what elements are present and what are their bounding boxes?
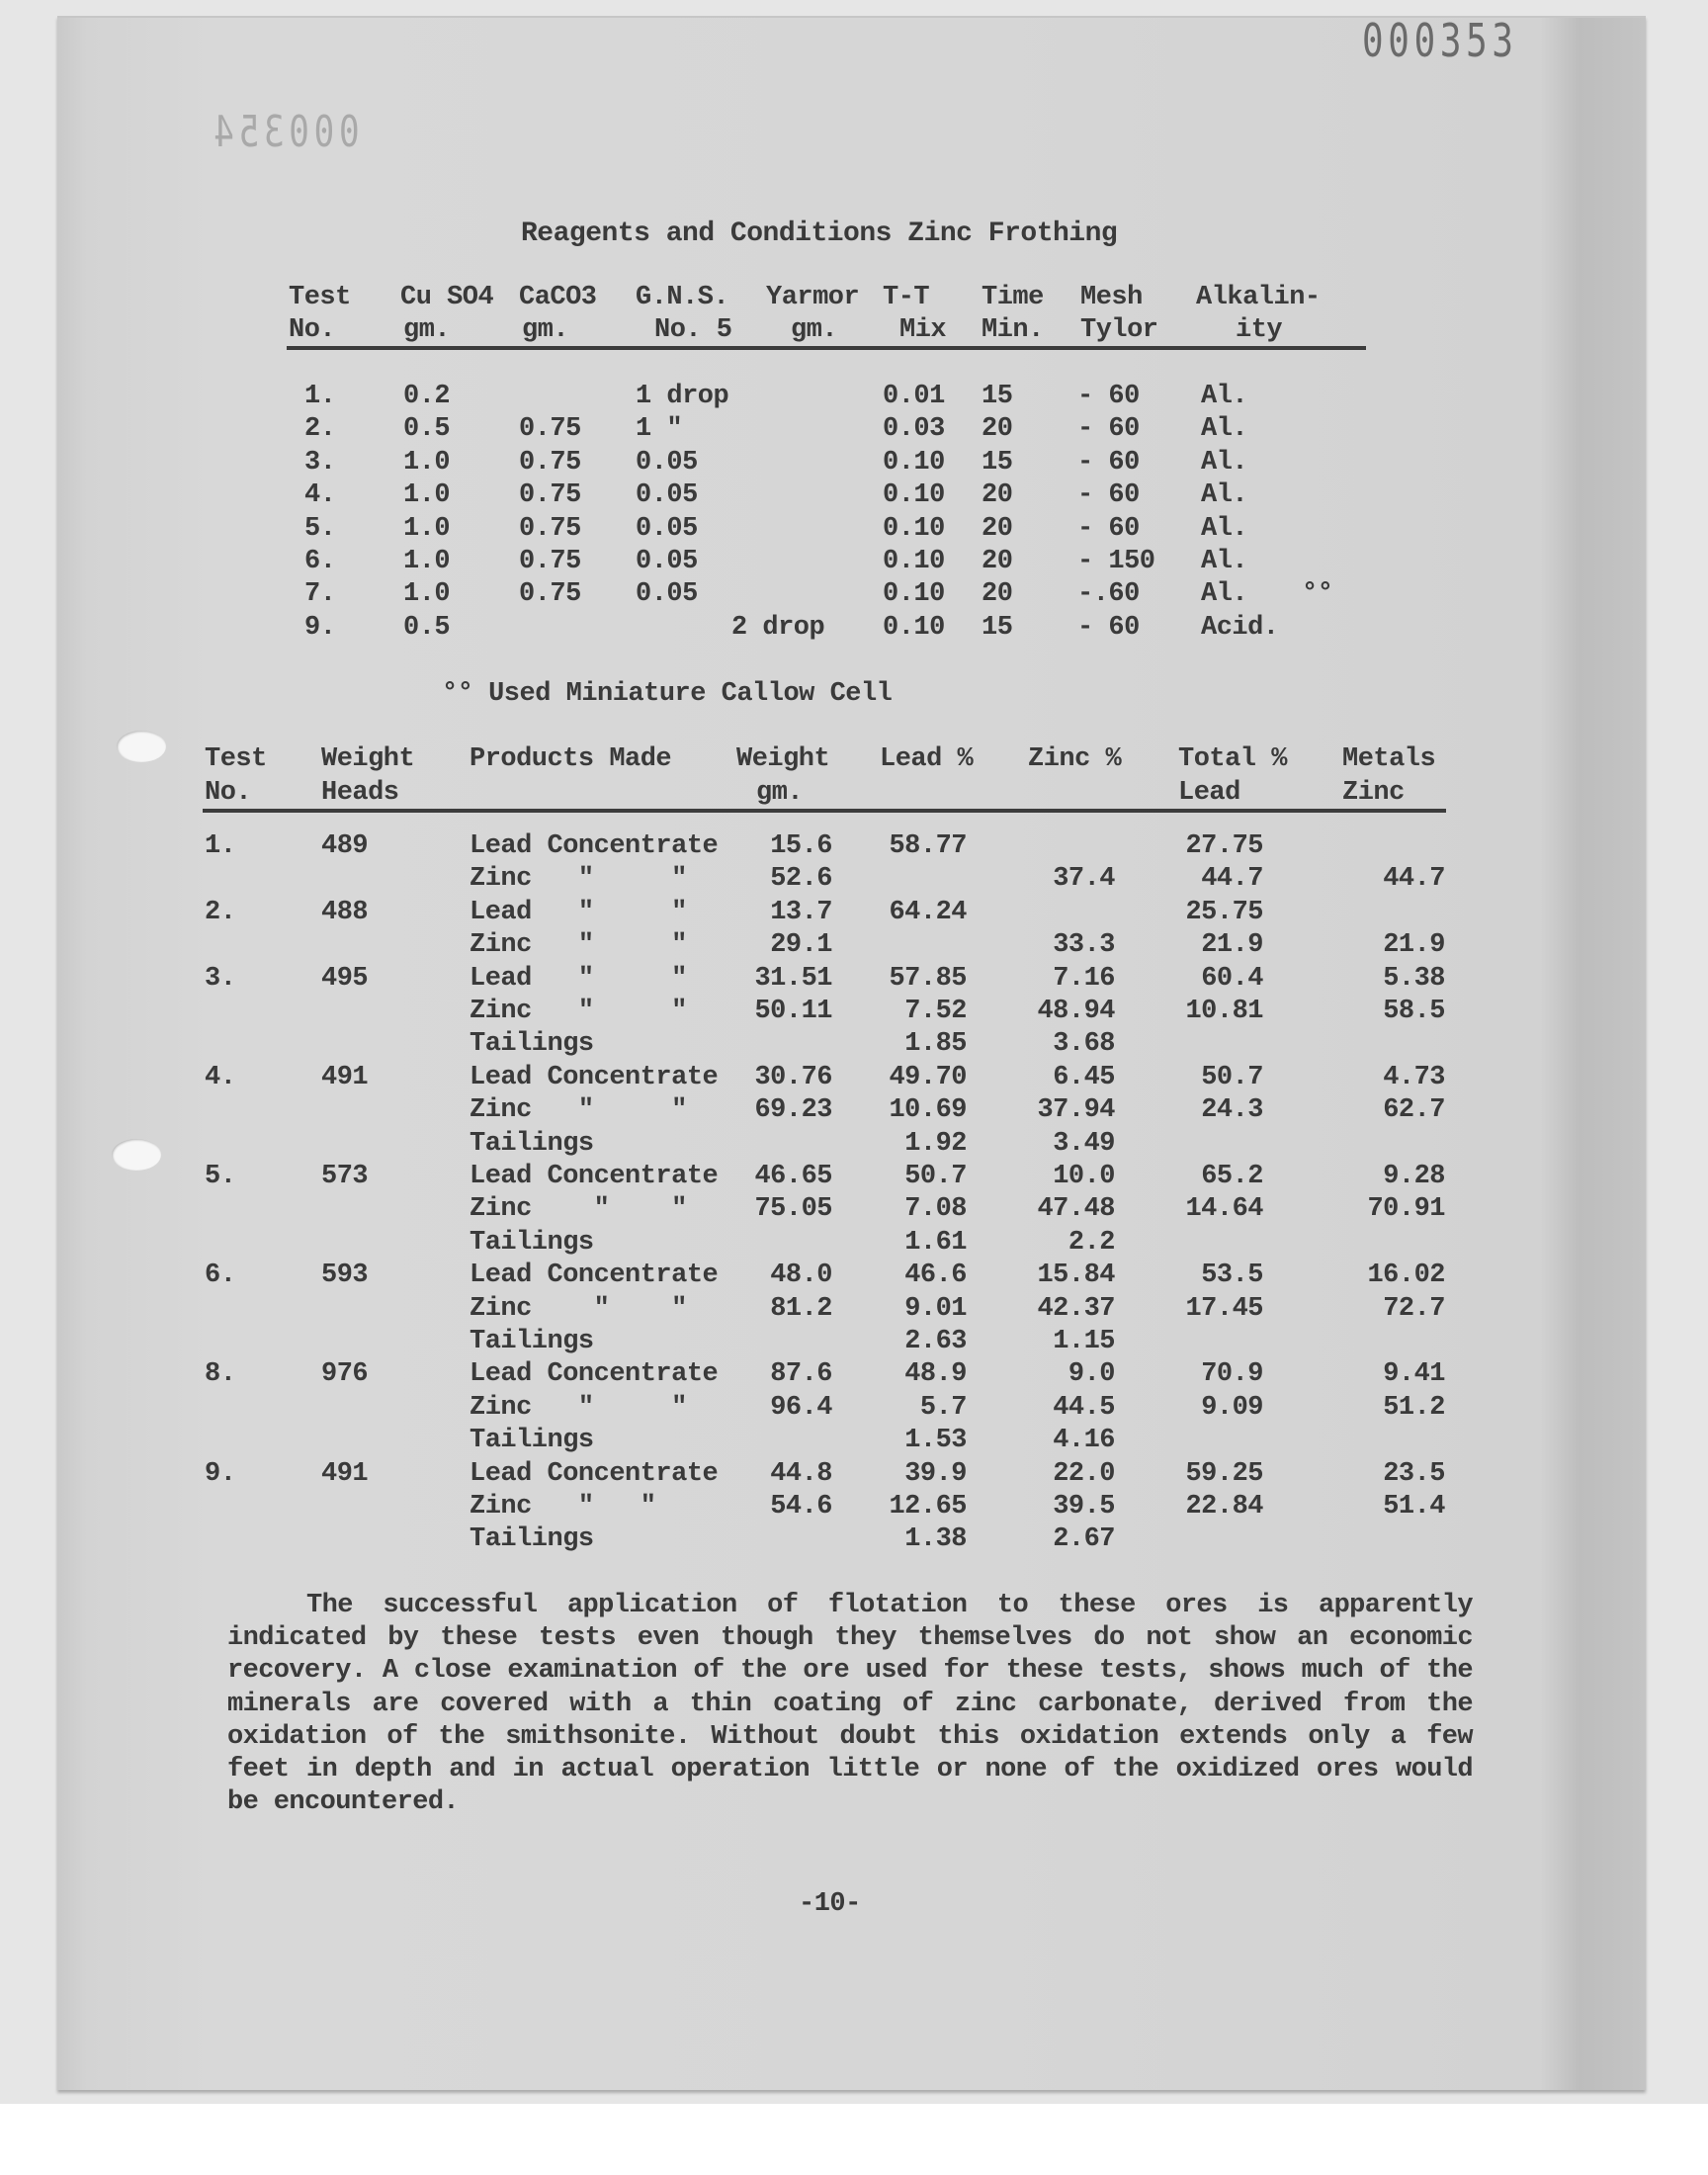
- cell-time: 20: [982, 547, 1013, 576]
- cell-caco3: 0.75: [519, 579, 581, 610]
- cell-metals-zinc: 44.7: [1383, 864, 1445, 895]
- cell-metals-zinc: 72.7: [1383, 1293, 1445, 1324]
- cell-time: 15: [982, 382, 1013, 411]
- cell-product: Zinc " ": [470, 1095, 687, 1126]
- cell-product: Lead Concentrate: [470, 1359, 719, 1390]
- column-header: Min.: [982, 315, 1044, 345]
- cell-weight: 46.65: [754, 1162, 832, 1191]
- cell-product: Lead Concentrate: [470, 831, 719, 861]
- cell-alkalinity: Acid.: [1201, 612, 1279, 643]
- cell-lead: 1.38: [904, 1524, 967, 1555]
- column-header: T-T: [883, 283, 930, 312]
- column-header: gm.: [791, 315, 838, 345]
- column-header: Cu SO4: [400, 283, 494, 312]
- stamp-number: 000353: [1362, 14, 1518, 67]
- column-header: gm.: [522, 315, 569, 345]
- cell-caco3: 0.75: [519, 480, 581, 511]
- cell-product: Tailings: [470, 1128, 594, 1159]
- cell-heads: 491: [321, 1062, 369, 1092]
- column-header: Lead %: [880, 744, 974, 774]
- punch-hole: [112, 1139, 161, 1171]
- cell-time: 20: [982, 579, 1013, 610]
- column-header: Heads: [321, 778, 399, 808]
- cell-lead: 1.92: [904, 1128, 967, 1159]
- column-header: Weight: [736, 744, 830, 774]
- cell-product: Zinc " ": [470, 997, 687, 1026]
- cell-gns: 0.05: [636, 447, 698, 478]
- cell-weight: 87.6: [770, 1359, 832, 1390]
- column-header: Yarmor: [766, 283, 860, 312]
- cell-time: 20: [982, 414, 1013, 445]
- cell-heads: 491: [321, 1458, 369, 1489]
- column-header: Total %: [1178, 744, 1287, 774]
- column-header: Time: [982, 283, 1044, 312]
- cell-zinc: 3.68: [1053, 1029, 1115, 1060]
- cell-tt-mix: 0.10: [883, 480, 945, 511]
- cell-heads: 489: [321, 831, 369, 861]
- cell-product: Tailings: [470, 1524, 594, 1555]
- cell-total-lead: 14.64: [1185, 1194, 1263, 1225]
- cell-zinc: 4.16: [1053, 1426, 1115, 1456]
- cell-weight: 15.6: [770, 831, 832, 861]
- cell-product: Tailings: [470, 1029, 594, 1060]
- column-header: gm.: [403, 315, 451, 345]
- cell-zinc: 6.45: [1053, 1062, 1115, 1092]
- cell-lead: 1.53: [904, 1426, 967, 1456]
- cell-lead: 1.61: [904, 1227, 967, 1258]
- cell-alkalinity: Al.: [1201, 414, 1248, 445]
- cell-metals-zinc: 16.02: [1367, 1261, 1445, 1291]
- cell-total-lead: 10.81: [1185, 997, 1263, 1026]
- cell-product: Tailings: [470, 1426, 594, 1456]
- cell-heads: 573: [321, 1162, 369, 1191]
- cell-zinc: 3.49: [1053, 1128, 1115, 1159]
- cell-caco3: 0.75: [519, 513, 581, 544]
- cell-total-lead: 53.5: [1201, 1261, 1263, 1291]
- cell-product: Lead Concentrate: [470, 1162, 719, 1191]
- body-paragraph: The successful application of flotation to these ores is apparently indicated by these tests even though they themselves do not show an economic recovery. A close examination of the ore used for these tests, shows much of the minerals are covered with a thin coating of zinc carbonate, derived from the oxidation of the smithsonite. Without doubt this oxidation extends only a few feet in depth and in actual operation little or none of the oxidized ores would be encountered.: [227, 1591, 1473, 1818]
- cell-cuso4: 0.5: [403, 612, 451, 643]
- cell-lead: 58.77: [889, 831, 967, 861]
- cell-zinc: 22.0: [1053, 1458, 1115, 1489]
- cell-total-lead: 60.4: [1201, 963, 1263, 994]
- cell-test: 3.: [205, 963, 236, 994]
- cell-weight: 81.2: [770, 1293, 832, 1324]
- cell-zinc: 9.0: [1068, 1359, 1115, 1390]
- cell-product: Zinc " ": [470, 1492, 656, 1522]
- cell-metals-zinc: 51.2: [1383, 1392, 1445, 1423]
- cell-gns: 1 ": [636, 414, 683, 445]
- cell-tt-mix: 0.01: [883, 382, 945, 411]
- cell-weight: 29.1: [770, 930, 832, 961]
- cell-tt-mix: 0.10: [883, 447, 945, 478]
- cell-lead: 2.63: [904, 1327, 967, 1356]
- cell-metals-zinc: 70.91: [1367, 1194, 1445, 1225]
- cell-weight: 50.11: [754, 997, 832, 1026]
- cell-test: 4.: [205, 1062, 236, 1092]
- cell-lead: 12.65: [889, 1492, 967, 1522]
- column-header: Zinc: [1342, 778, 1405, 808]
- cell-cuso4: 1.0: [403, 547, 451, 576]
- page-title: Reagents and Conditions Zinc Frothing: [521, 218, 1118, 249]
- table-header-rule: [287, 346, 1366, 350]
- cell-metals-zinc: 58.5: [1383, 997, 1445, 1026]
- cell-yarmor: 2 drop: [731, 612, 825, 643]
- cell-lead: 48.9: [904, 1359, 967, 1390]
- cell-test: 6.: [205, 1261, 236, 1291]
- cell-tt-mix: 0.03: [883, 414, 945, 445]
- cell-zinc: 33.3: [1053, 930, 1115, 961]
- cell-product: Zinc " ": [470, 1392, 687, 1423]
- cell-tt-mix: 0.10: [883, 612, 945, 643]
- cell-weight: 75.05: [754, 1194, 832, 1225]
- cell-total-lead: 25.75: [1185, 897, 1263, 927]
- table-header-rule: [203, 809, 1446, 813]
- cell-test: 5.: [205, 1162, 236, 1191]
- cell-total-lead: 22.84: [1185, 1492, 1263, 1522]
- cell-time: 20: [982, 480, 1013, 511]
- cell-weight: 13.7: [770, 897, 832, 927]
- cell-test: 1.: [205, 831, 236, 861]
- column-header: Zinc %: [1028, 744, 1122, 774]
- cell-gns: 0.05: [636, 480, 698, 511]
- cell-lead: 9.01: [904, 1293, 967, 1324]
- cell-tt-mix: 0.10: [883, 547, 945, 576]
- cell-test: 4.: [304, 480, 336, 511]
- cell-note: °°: [1302, 579, 1333, 610]
- cell-weight: 96.4: [770, 1392, 832, 1423]
- column-header: Test: [289, 283, 351, 312]
- cell-zinc: 1.15: [1053, 1327, 1115, 1356]
- cell-lead: 64.24: [889, 897, 967, 927]
- cell-time: 20: [982, 513, 1013, 544]
- cell-product: Lead " ": [470, 897, 687, 927]
- cell-total-lead: 9.09: [1201, 1392, 1263, 1423]
- cell-gns: 1 drop: [636, 382, 729, 411]
- cell-alkalinity: Al.: [1201, 447, 1248, 478]
- cell-heads: 488: [321, 897, 369, 927]
- column-header: Products Made: [470, 744, 672, 774]
- cell-zinc: 47.48: [1037, 1194, 1115, 1225]
- column-header: No.: [289, 315, 336, 345]
- column-header: No. 5: [654, 315, 732, 345]
- cell-metals-zinc: 23.5: [1383, 1458, 1445, 1489]
- cell-alkalinity: Al.: [1201, 480, 1248, 511]
- cell-zinc: 42.37: [1037, 1293, 1115, 1324]
- cell-metals-zinc: 4.73: [1383, 1062, 1445, 1092]
- cell-product: Zinc " ": [470, 930, 687, 961]
- cell-weight: 48.0: [770, 1261, 832, 1291]
- cell-weight: 54.6: [770, 1492, 832, 1522]
- cell-lead: 7.08: [904, 1194, 967, 1225]
- cell-mesh: - 60: [1077, 447, 1140, 478]
- cell-zinc: 48.94: [1037, 997, 1115, 1026]
- cell-alkalinity: Al.: [1201, 513, 1248, 544]
- cell-total-lead: 70.9: [1201, 1359, 1263, 1390]
- cell-gns: 0.05: [636, 513, 698, 544]
- cell-time: 15: [982, 447, 1013, 478]
- cell-cuso4: 1.0: [403, 513, 451, 544]
- cell-test: 7.: [304, 579, 336, 610]
- cell-zinc: 2.67: [1053, 1524, 1115, 1555]
- cell-lead: 50.7: [904, 1162, 967, 1191]
- cell-lead: 46.6: [904, 1261, 967, 1291]
- footnote: °° Used Miniature Callow Cell: [442, 679, 893, 709]
- cell-zinc: 2.2: [1068, 1227, 1115, 1258]
- cell-metals-zinc: 51.4: [1383, 1492, 1445, 1522]
- cell-total-lead: 50.7: [1201, 1062, 1263, 1092]
- cell-weight: 30.76: [754, 1062, 832, 1092]
- cell-product: Lead Concentrate: [470, 1062, 719, 1092]
- cell-weight: 52.6: [770, 864, 832, 895]
- cell-product: Tailings: [470, 1227, 594, 1258]
- cell-lead: 39.9: [904, 1458, 967, 1489]
- cell-test: 6.: [304, 547, 336, 576]
- cell-cuso4: 0.5: [403, 414, 451, 445]
- cell-product: Zinc " ": [470, 1293, 687, 1324]
- cell-total-lead: 21.9: [1201, 930, 1263, 961]
- column-header: Lead: [1178, 778, 1240, 808]
- cell-lead: 1.85: [904, 1029, 967, 1060]
- cell-zinc: 7.16: [1053, 963, 1115, 994]
- cell-test: 2.: [205, 897, 236, 927]
- cell-mesh: - 150: [1077, 547, 1155, 576]
- cell-heads: 495: [321, 963, 369, 994]
- cell-lead: 57.85: [889, 963, 967, 994]
- cell-metals-zinc: 9.28: [1383, 1162, 1445, 1191]
- column-header: Test: [205, 744, 267, 774]
- cell-test: 5.: [304, 513, 336, 544]
- cell-test: 9.: [205, 1458, 236, 1489]
- cell-lead: 10.69: [889, 1095, 967, 1126]
- cell-caco3: 0.75: [519, 414, 581, 445]
- cell-cuso4: 1.0: [403, 480, 451, 511]
- cell-mesh: - 60: [1077, 382, 1140, 411]
- cell-weight: 31.51: [754, 963, 832, 994]
- column-header: Metals: [1342, 744, 1436, 774]
- cell-cuso4: 1.0: [403, 579, 451, 610]
- column-header: gm.: [756, 778, 804, 808]
- cell-product: Lead " ": [470, 963, 687, 994]
- cell-time: 15: [982, 612, 1013, 643]
- cell-test: 8.: [205, 1359, 236, 1390]
- cell-lead: 49.70: [889, 1062, 967, 1092]
- cell-weight: 44.8: [770, 1458, 832, 1489]
- cell-test: 9.: [304, 612, 336, 643]
- cell-cuso4: 0.2: [403, 382, 451, 411]
- cell-alkalinity: Al.: [1201, 547, 1248, 576]
- cell-product: Zinc " ": [470, 1194, 687, 1225]
- cell-test: 3.: [304, 447, 336, 478]
- cell-alkalinity: Al.: [1201, 382, 1248, 411]
- cell-zinc: 44.5: [1053, 1392, 1115, 1423]
- column-header: Mesh: [1080, 283, 1143, 312]
- cell-metals-zinc: 21.9: [1383, 930, 1445, 961]
- cell-alkalinity: Al.: [1201, 579, 1248, 610]
- column-header: Weight: [321, 744, 415, 774]
- cell-mesh: - 60: [1077, 612, 1140, 643]
- cell-total-lead: 27.75: [1185, 831, 1263, 861]
- cell-zinc: 37.4: [1053, 864, 1115, 895]
- column-header: No.: [205, 778, 252, 808]
- cell-tt-mix: 0.10: [883, 579, 945, 610]
- cell-zinc: 15.84: [1037, 1261, 1115, 1291]
- cell-product: Lead Concentrate: [470, 1261, 719, 1291]
- cell-weight: 69.23: [754, 1095, 832, 1126]
- cell-mesh: - 60: [1077, 513, 1140, 544]
- cell-metals-zinc: 62.7: [1383, 1095, 1445, 1126]
- column-header: Tylor: [1080, 315, 1158, 345]
- column-header: G.N.S.: [636, 283, 729, 312]
- cell-lead: 5.7: [919, 1392, 967, 1423]
- cell-tt-mix: 0.10: [883, 513, 945, 544]
- cell-product: Zinc " ": [470, 864, 687, 895]
- cell-total-lead: 17.45: [1185, 1293, 1263, 1324]
- cell-caco3: 0.75: [519, 447, 581, 478]
- cell-test: 2.: [304, 414, 336, 445]
- cell-total-lead: 24.3: [1201, 1095, 1263, 1126]
- column-header: ity: [1236, 315, 1283, 345]
- cell-zinc: 10.0: [1053, 1162, 1115, 1191]
- column-header: Mix: [899, 315, 947, 345]
- cell-product: Lead Concentrate: [470, 1458, 719, 1489]
- cell-caco3: 0.75: [519, 547, 581, 576]
- cell-mesh: -.60: [1077, 579, 1140, 610]
- cell-zinc: 39.5: [1053, 1492, 1115, 1522]
- punch-hole: [117, 731, 166, 762]
- cell-metals-zinc: 5.38: [1383, 963, 1445, 994]
- cell-heads: 976: [321, 1359, 369, 1390]
- ghost-stamp-number: 000354: [209, 107, 360, 157]
- cell-mesh: - 60: [1077, 480, 1140, 511]
- cell-gns: 0.05: [636, 579, 698, 610]
- cell-metals-zinc: 9.41: [1383, 1359, 1445, 1390]
- column-header: CaCO3: [519, 283, 597, 312]
- cell-total-lead: 59.25: [1185, 1458, 1263, 1489]
- cell-zinc: 37.94: [1037, 1095, 1115, 1126]
- cell-total-lead: 44.7: [1201, 864, 1263, 895]
- cell-mesh: - 60: [1077, 414, 1140, 445]
- cell-lead: 7.52: [904, 997, 967, 1026]
- column-header: Alkalin-: [1196, 283, 1321, 312]
- page-number: -10-: [799, 1889, 861, 1919]
- cell-product: Tailings: [470, 1327, 594, 1356]
- cell-gns: 0.05: [636, 547, 698, 576]
- cell-total-lead: 65.2: [1201, 1162, 1263, 1191]
- cell-cuso4: 1.0: [403, 447, 451, 478]
- cell-heads: 593: [321, 1261, 369, 1291]
- cell-test: 1.: [304, 382, 336, 411]
